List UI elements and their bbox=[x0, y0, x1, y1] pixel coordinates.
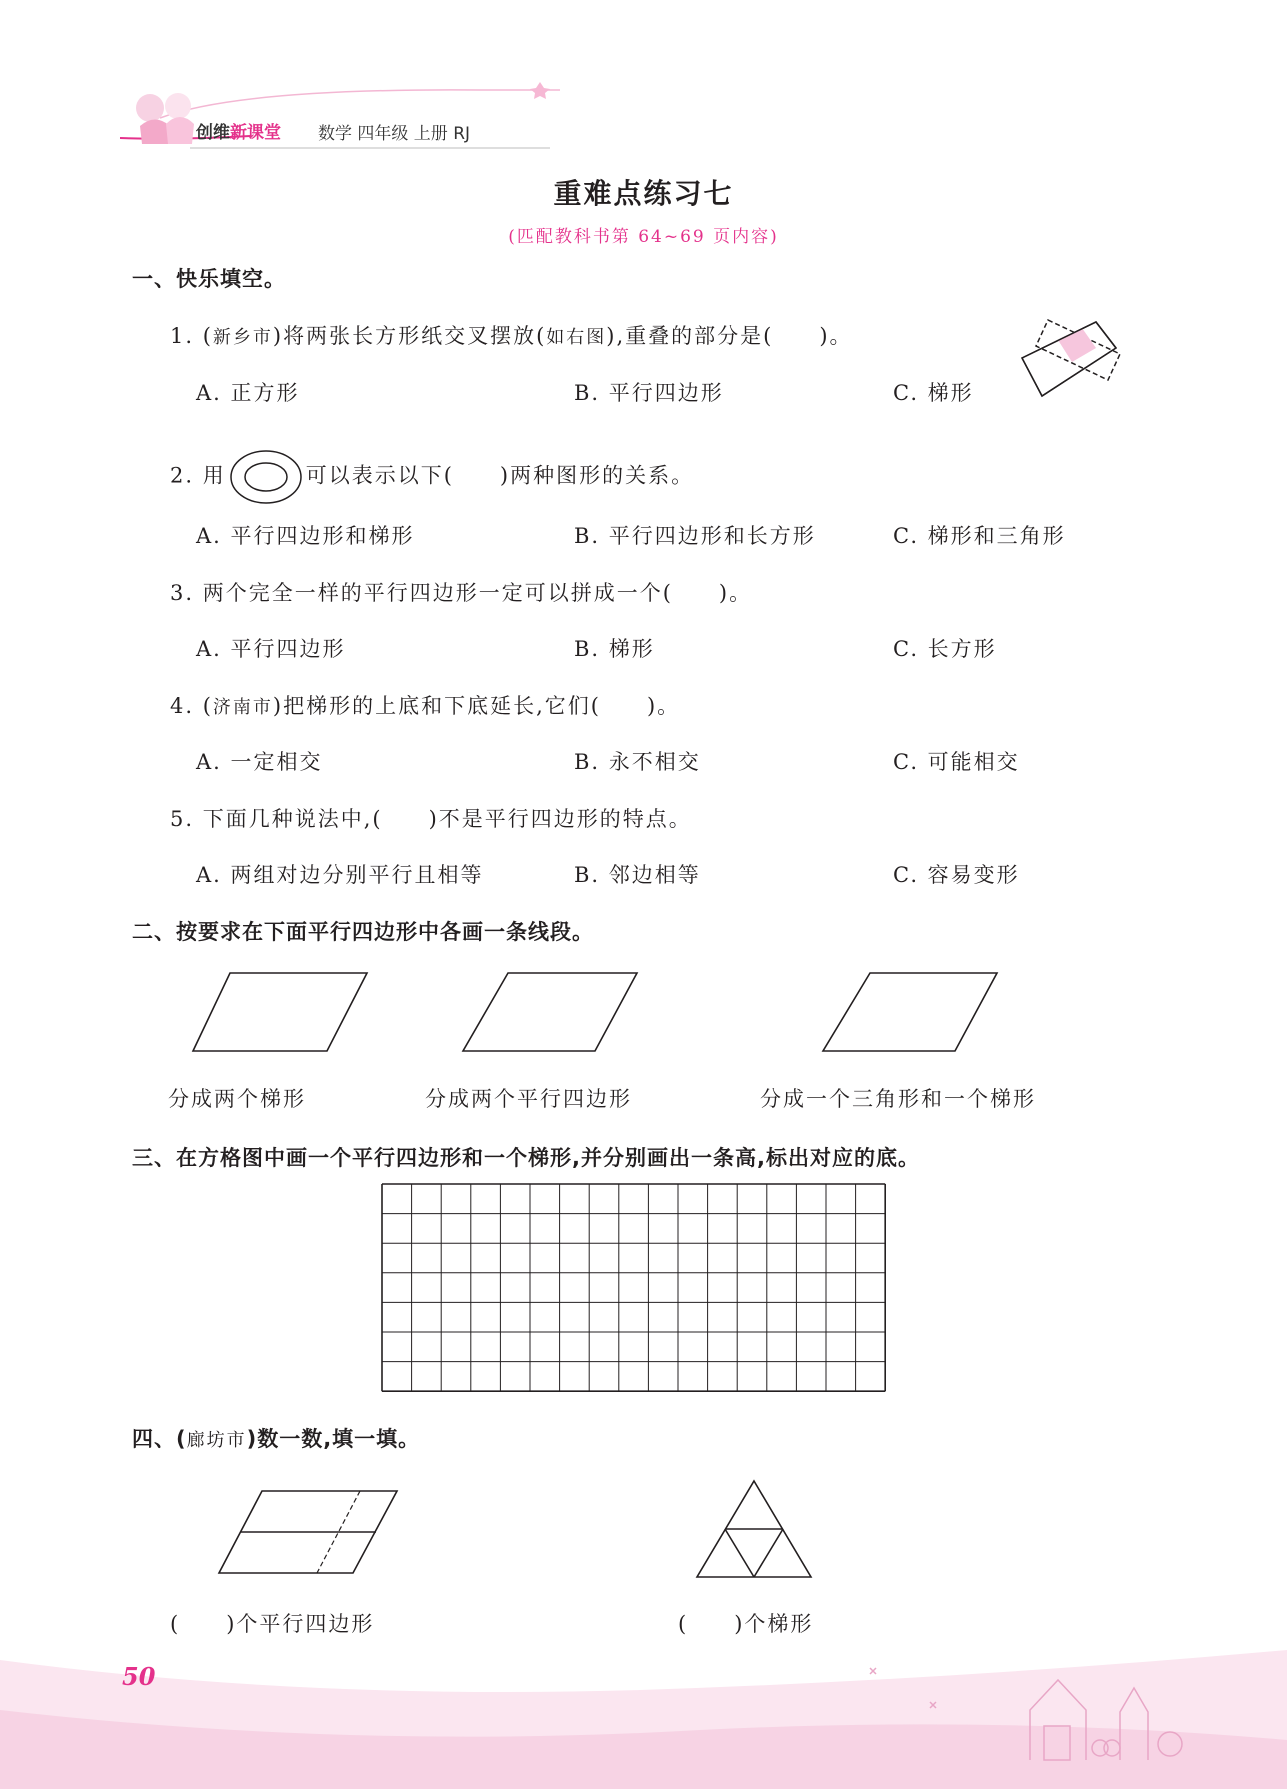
q5-option-c: C. 容易变形 bbox=[893, 863, 1020, 887]
page-subtitle: (匹配教科书第 64~69 页内容) bbox=[508, 227, 779, 247]
brand-prefix: 创维 bbox=[196, 123, 230, 143]
q2-option-a: A. 平行四边形和梯形 bbox=[196, 524, 415, 548]
header-subject: 数学 四年级 上册 RJ bbox=[318, 124, 471, 144]
parallelogram-2 bbox=[460, 970, 640, 1055]
question-4: 4. (济南市)把梯形的上底和下底延长,它们( )。 bbox=[170, 694, 681, 718]
section2-heading: 二、按要求在下面平行四边形中各画一条线段。 bbox=[132, 920, 594, 944]
section2-label-2: 分成两个平行四边形 bbox=[425, 1087, 632, 1111]
section4-answer-1: ( )个平行四边形 bbox=[170, 1612, 375, 1636]
question-3: 3. 两个完全一样的平行四边形一定可以拼成一个( )。 bbox=[170, 581, 753, 605]
divided-parallelogram-figure bbox=[216, 1488, 400, 1576]
parallelogram-3 bbox=[820, 970, 1000, 1055]
question-1: 1. (新乡市)将两张长方形纸交叉摆放(如右图),重叠的部分是( )。 bbox=[170, 324, 853, 348]
question-2: 2. 用 可以表示以下( )两种图形的关系。 bbox=[170, 448, 694, 506]
section4-city: 廊坊市 bbox=[186, 1430, 247, 1451]
section3-heading: 三、在方格图中画一个平行四边形和一个梯形,并分别画出一条高,标出对应的底。 bbox=[132, 1146, 920, 1170]
square-grid[interactable] bbox=[381, 1183, 889, 1393]
brand-highlight: 新课堂 bbox=[230, 123, 281, 143]
section2-label-3: 分成一个三角形和一个梯形 bbox=[760, 1087, 1036, 1111]
question-4-city: 济南市 bbox=[212, 697, 273, 718]
q4-option-c: C. 可能相交 bbox=[893, 750, 1020, 774]
footer-wave bbox=[0, 1630, 1287, 1789]
q5-option-a: A. 两组对边分别平行且相等 bbox=[196, 863, 484, 887]
q1-option-c: C. 梯形 bbox=[893, 381, 974, 405]
page-number: 50 bbox=[122, 1662, 156, 1691]
section4-answer-2: ( )个梯形 bbox=[678, 1612, 814, 1636]
q3-option-a: A. 平行四边形 bbox=[196, 637, 346, 661]
crossed-rectangles-figure bbox=[1018, 318, 1122, 400]
section2-label-1: 分成两个梯形 bbox=[168, 1087, 306, 1111]
section1-heading: 一、快乐填空。 bbox=[132, 267, 286, 291]
header-decoration bbox=[120, 78, 560, 158]
page-title: 重难点练习七 bbox=[553, 177, 734, 210]
nested-ellipses-icon bbox=[228, 448, 304, 506]
header-brand bbox=[196, 118, 281, 143]
parallelogram-1 bbox=[190, 970, 370, 1055]
question-1-note: 如右图 bbox=[546, 327, 607, 348]
q3-option-c: C. 长方形 bbox=[893, 637, 997, 661]
q4-option-b: B. 永不相交 bbox=[574, 750, 701, 774]
q4-option-a: A. 一定相交 bbox=[196, 750, 323, 774]
q1-option-a: A. 正方形 bbox=[196, 381, 300, 405]
question-1-city: 新乡市 bbox=[212, 327, 273, 348]
q2-option-b: B. 平行四边形和长方形 bbox=[574, 524, 816, 548]
subdivided-triangle-figure bbox=[694, 1478, 814, 1580]
section4-heading: 四、(廊坊市)数一数,填一填。 bbox=[132, 1427, 421, 1451]
question-5: 5. 下面几种说法中,( )不是平行四边形的特点。 bbox=[170, 807, 692, 831]
q2-option-c: C. 梯形和三角形 bbox=[893, 524, 1066, 548]
q5-option-b: B. 邻边相等 bbox=[574, 863, 701, 887]
q1-option-b: B. 平行四边形 bbox=[574, 381, 724, 405]
q3-option-b: B. 梯形 bbox=[574, 637, 655, 661]
